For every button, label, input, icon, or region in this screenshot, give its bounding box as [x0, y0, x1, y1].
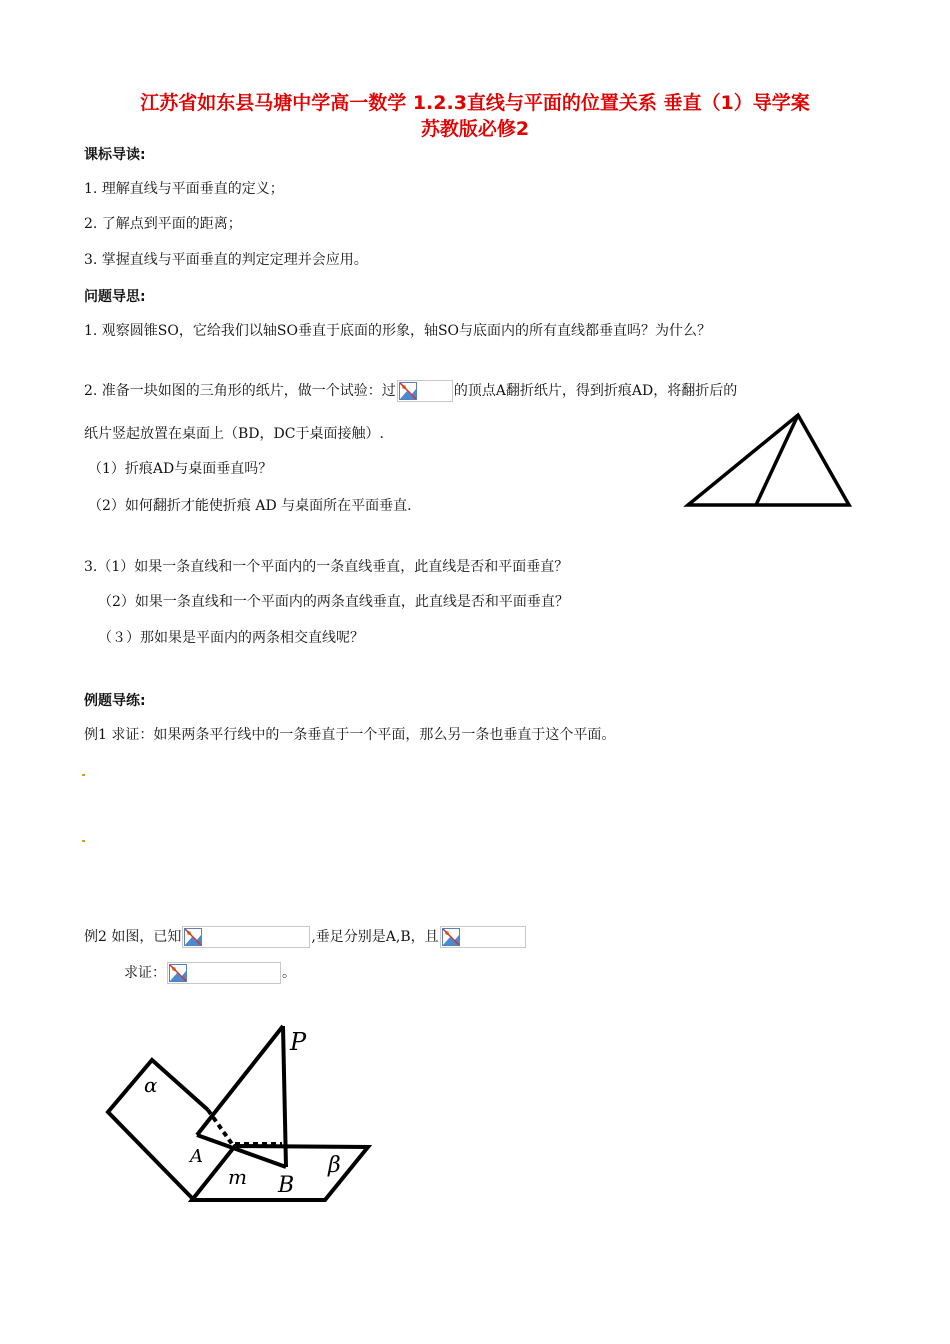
question-3-3: （３）那如果是平面内的两条相交直线呢？: [98, 630, 364, 646]
question-2-line-1: [84, 380, 737, 402]
section-heading-examples: 例题导练:: [84, 693, 146, 709]
paper-triangle-figure: [686, 412, 852, 508]
label-alpha: α: [144, 1073, 158, 1097]
question-1: 1. 观察圆锥SO，它给我们以轴SO垂直于底面的形象，轴SO与底面内的所有直线都垂直吗？为什么？: [84, 323, 712, 339]
example-2-line-2: [124, 962, 296, 984]
planes-figure: [100, 1020, 380, 1205]
formula-image-icon: [182, 926, 310, 948]
question-3-2: （2）如果一条直线和一个平面内的两条直线垂直，此直线是否和平面垂直？: [98, 594, 569, 610]
objective-item-3: 3. 掌握直线与平面垂直的判定定理并会应用。: [84, 252, 368, 268]
stray-mark: [82, 774, 85, 776]
question-2-text-b: 的顶点A翻折纸片，得到折痕AD，将翻折后的: [453, 383, 738, 399]
formula-image-icon: [167, 962, 281, 984]
label-beta: β: [328, 1153, 341, 1178]
section-heading-questions: 问题导思:: [84, 289, 146, 305]
stray-mark: [82, 840, 85, 842]
question-2-sub-1: （1）折痕AD与桌面垂直吗？: [88, 461, 273, 477]
example-2-prove-label: 求证：: [124, 965, 166, 981]
section-heading-objectives: 课标导读:: [84, 147, 146, 163]
example-2-end-mark: 。: [282, 965, 296, 981]
question-2-line-2: 纸片竖起放置在桌面上（BD，DC于桌面接触）.: [84, 426, 384, 442]
objective-item-2: 2. 了解点到平面的距离；: [84, 216, 242, 232]
example-2-text-a: 例2 如图，已知: [84, 929, 182, 945]
document-title-line2: 苏教版必修2: [420, 118, 530, 140]
label-A: A: [190, 1146, 203, 1167]
label-P: P: [290, 1028, 307, 1056]
objective-item-1: 1. 理解直线与平面垂直的定义；: [84, 181, 284, 197]
document-title-line1: 江苏省如东县马塘中学高一数学 1.2.3直线与平面的位置关系 垂直（1）导学案: [140, 92, 810, 114]
label-m: m: [228, 1165, 247, 1189]
example-2-line-1: [84, 926, 527, 948]
label-B: B: [278, 1173, 295, 1198]
formula-image-icon: [397, 380, 453, 402]
formula-image-icon: [440, 926, 526, 948]
question-2-sub-2: （2）如何翻折才能使折痕 AD 与桌面所在平面垂直.: [88, 498, 412, 514]
example-2-text-b: ,垂足分别是A,B，且: [311, 929, 439, 945]
question-2-text-a: 2. 准备一块如图的三角形的纸片，做一个试验：过: [84, 383, 396, 399]
question-3-1: 3.（1）如果一条直线和一个平面内的一条直线垂直，此直线是否和平面垂直？: [84, 559, 569, 575]
example-1: 例1 求证：如果两条平行线中的一条垂直于一个平面，那么另一条也垂直于这个平面。: [84, 727, 616, 743]
